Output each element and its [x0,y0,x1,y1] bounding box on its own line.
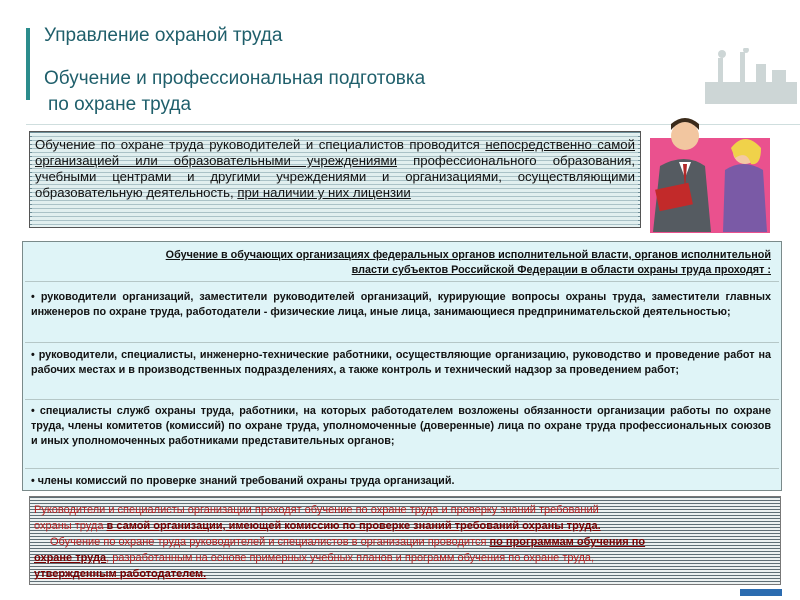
separator [25,468,779,469]
internal-training-text: Руководители и специалисты организации проходят обучение по охране труда и проверку знаний требований охраны труда в самой организации, имеющей комиссию по проверке знаний требований охраны труда. Обучение по охране труда руководителей и специалистов в организации проводится по программам обучения по охране труда, разработанным на основе примерных учебных планов и программ обучения по охране труда, утвержденным работодателем. [34,504,646,580]
separator [25,399,779,400]
list-item: • члены комиссий по проверке знаний требований охраны труда организаций. [31,475,455,487]
subtitle-line-2: по охране труда [48,94,192,115]
separator [25,342,779,343]
separator [25,281,779,282]
subtitle-line-1: Обучение и профессиональная подготовка [44,68,426,89]
training-info-box [29,131,641,228]
title-accent-bar [26,28,30,100]
self-training-phrase: непосредственно самой организацией или образовательными учреждениями [35,137,635,168]
list-item: • руководители организаций, заместители руководителей организаций, курирующие вопросы охраны труда, заместители главных инженеров по охране труда, работодатели - физические лица, иные лица, занимающиеся предпринимательской деятельностью; [31,291,771,318]
list-item: • руководители, специалисты, инженерно-технические работники, осуществляющие организацию, руководство и проведение работ на рабочих местах и в производственных подразделениях, а также контроль и технический надзор за проведением работ; [31,349,771,376]
slide-corner-mark [740,589,782,596]
factory-illustration [700,48,800,108]
people-illustration [645,108,780,238]
page-title: Управление охраной труда [44,25,283,46]
training-organizations-heading: Обучение в обучающих организациях федеральных органов исполнительной власти, органов исполнительной власти субъектов Российской Федерации в области охраны труда проходят : [165,249,771,276]
internal-training-box [29,496,781,585]
license-phrase: при наличии у них лицензии [237,185,411,200]
training-organizations-box [22,241,782,491]
training-info-text: Обучение по охране труда руководителей и специалистов проводится непосредственно самой организацией или образовательными учреждениями профессионального образования, учебными центрами и другими учреждениями и организациями, осуществляющими образовательную деятельность, при наличии у них лицензии [35,137,635,200]
list-item: • специалисты служб охраны труда, работники, на которых работодателем возложены обязанности организации работы по охране труда, члены комитетов (комиссий) по охране труда, уполномоченные (доверенные) лица по охране труда профессиональных союзов и иных уполномоченных работниками представительных органов; [31,405,771,447]
page-subtitle [44,66,425,118]
